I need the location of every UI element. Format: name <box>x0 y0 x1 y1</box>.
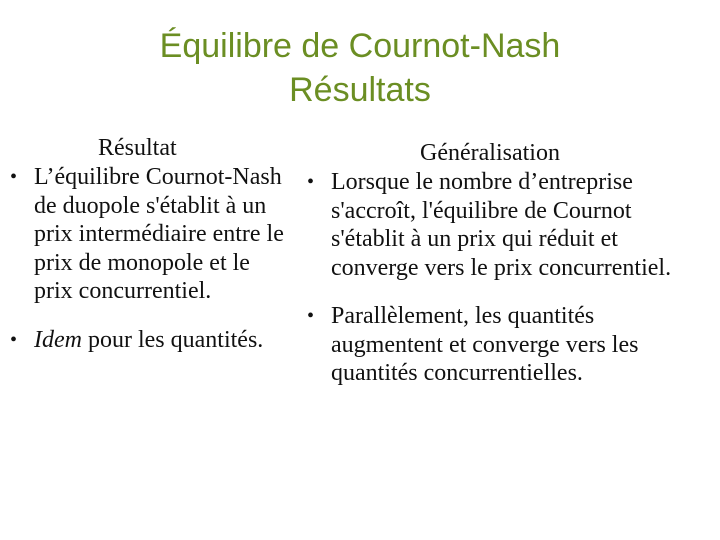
bullet-icon: • <box>307 305 315 327</box>
bullet-icon: • <box>10 328 18 351</box>
bullet-emphasis: Idem <box>34 326 82 353</box>
bullet-text: pour les quantités. <box>81 326 264 353</box>
bullet-text: Lorsque le nombre d’entreprise s'accroît, l'équilibre de Cournot s'établit à un prix qui réduit et converge vers le prix concurrentiel. <box>331 169 672 281</box>
bullet-text: L’équilibre Cournot-Nash de duopole s'établit à un prix intermédiaire entre le prix de monopole et le prix concurrentiel. <box>34 164 284 304</box>
right-column-heading: Généralisation <box>420 140 560 166</box>
left-column <box>8 133 293 354</box>
left-column-heading: Résultat <box>98 135 177 161</box>
list-item <box>305 168 710 282</box>
list-item <box>8 326 293 355</box>
list-item <box>305 302 710 388</box>
left-bullet-list <box>8 163 293 354</box>
bullet-icon: • <box>10 166 18 188</box>
bullet-text: Parallèlement, les quantités augmentent et converge vers les quantités concurrentielles. <box>331 303 639 386</box>
title-line-2: Résultats <box>289 71 431 109</box>
title-line-1: Équilibre de Cournot-Nash <box>159 27 561 65</box>
list-item <box>8 163 293 306</box>
right-bullet-list <box>305 168 710 388</box>
right-column <box>305 138 710 388</box>
bullet-icon: • <box>307 171 315 193</box>
slide-title <box>0 24 720 112</box>
